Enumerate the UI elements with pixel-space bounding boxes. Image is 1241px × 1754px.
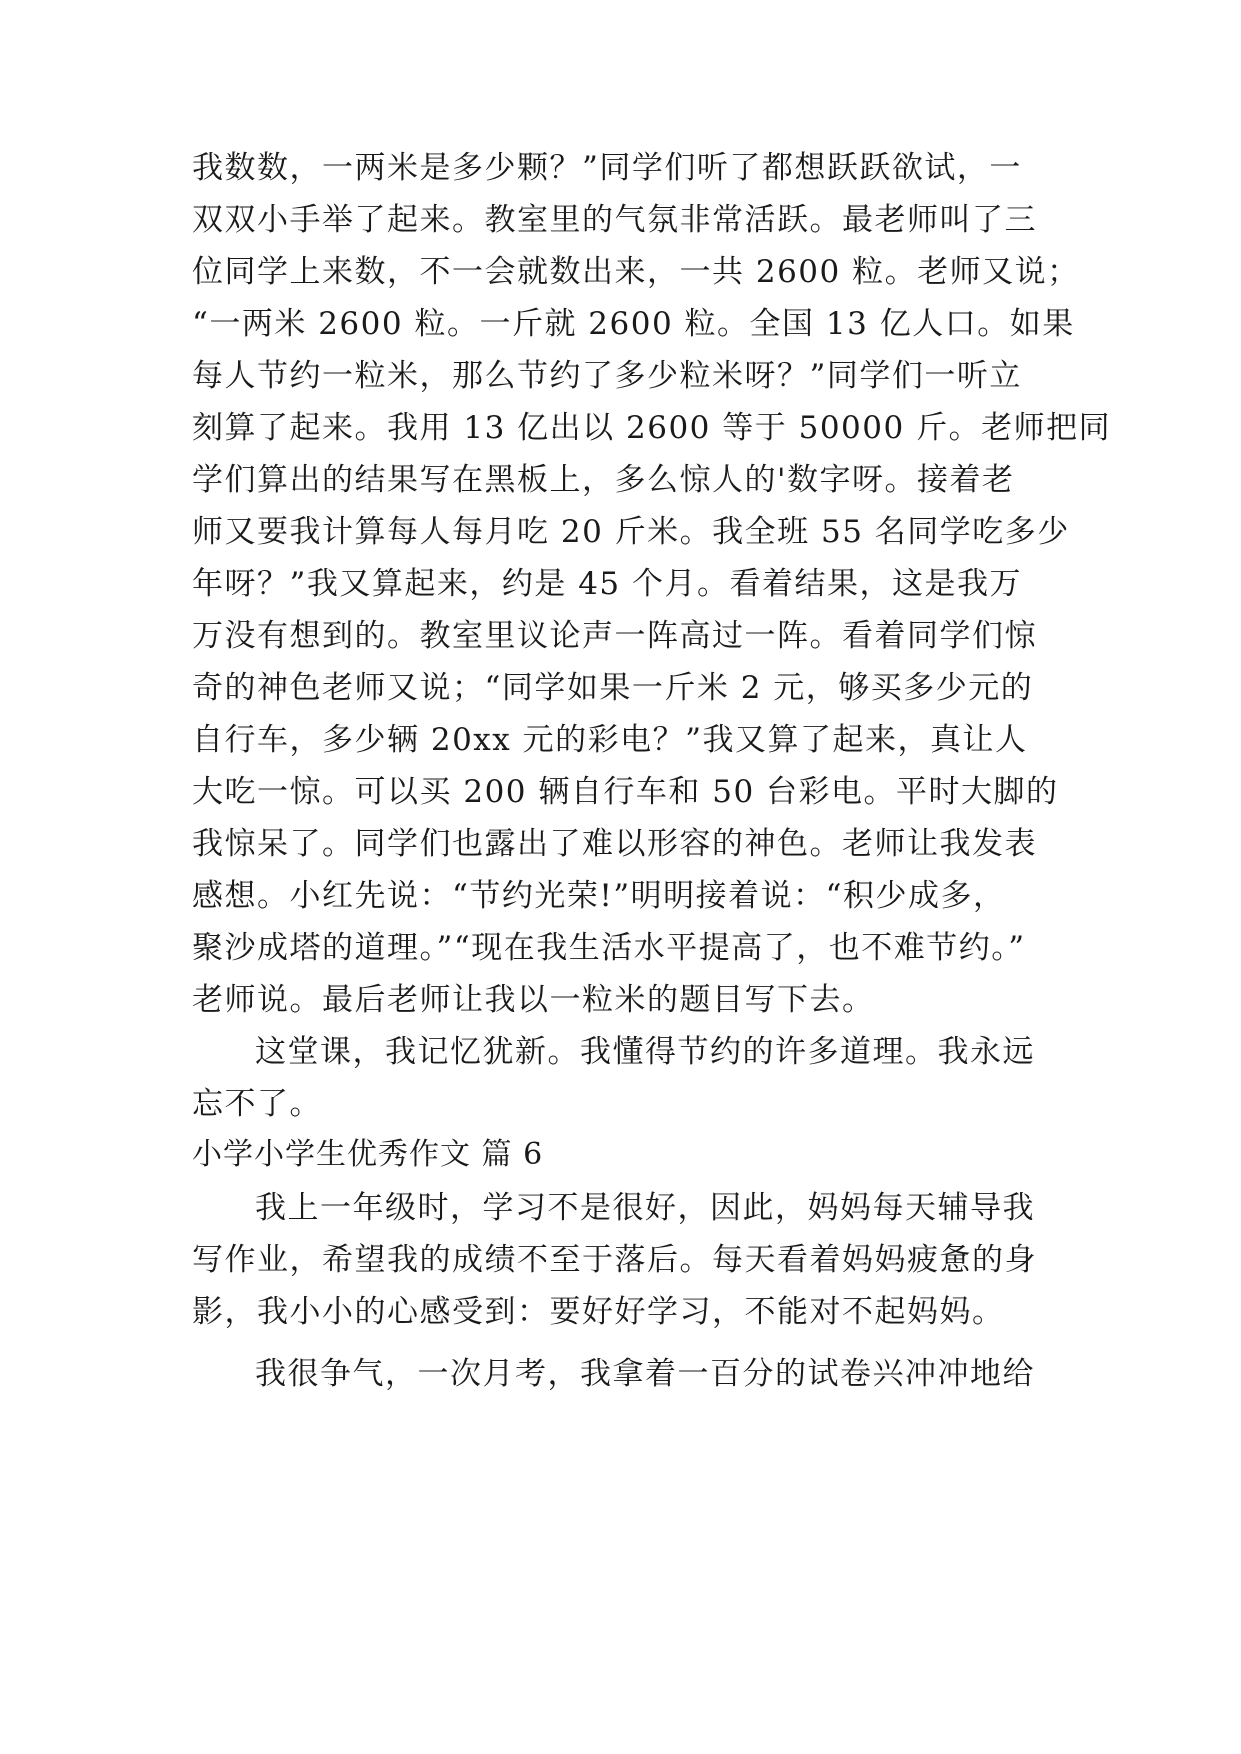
text-line: 学们算出的结果写在黑板上，多么惊人的'数字呀。接着老 <box>192 462 1015 498</box>
text-line: 大吃一惊。可以买 200 辆自行车和 50 台彩电。平时大脚的 <box>192 774 1059 810</box>
text-line: 老师说。最后老师让我以一粒米的题目写下去。 <box>192 982 875 1018</box>
text-line: 年呀？”我又算起来，约是 45 个月。看着结果，这是我万 <box>192 566 1022 602</box>
text-line: 我惊呆了。同学们也露出了难以形容的神色。老师让我发表 <box>192 826 1037 862</box>
text-line: 万没有想到的。教室里议论声一阵高过一阵。看着同学们惊 <box>192 618 1037 654</box>
text-line: “一两米 2600 粒。一斤就 2600 粒。全国 13 亿人口。如果 <box>192 306 1075 342</box>
text-line: 聚沙成塔的道理。”“现在我生活水平提高了，也不难节约。” <box>192 930 1026 966</box>
text-line: 我数数，一两米是多少颗？”同学们听了都想跃跃欲试，一 <box>192 150 1022 186</box>
text-line: 忘不了。 <box>192 1086 322 1122</box>
section-heading: 小学小学生优秀作文 篇 6 <box>192 1137 544 1172</box>
text-line: 感想。小红先说：“节约光荣!”明明接着说：“积少成多， <box>192 878 1006 914</box>
text-line: 奇的神色老师又说；“同学如果一斤米 2 元，够买多少元的 <box>192 670 1034 706</box>
text-line: 刻算了起来。我用 13 亿出以 2600 等于 50000 斤。老师把同 <box>192 410 1112 446</box>
text-line: 位同学上来数，不一会就数出来，一共 2600 粒。老师又说； <box>192 254 1080 290</box>
text-line: 自行车，多少辆 20xx 元的彩电？”我又算了起来，真让人 <box>192 722 1028 758</box>
text-line: 我上一年级时，学习不是很好，因此，妈妈每天辅导我 <box>255 1190 1035 1226</box>
text-line: 我很争气，一次月考，我拿着一百分的试卷兴冲冲地给 <box>255 1356 1035 1392</box>
text-line: 这堂课，我记忆犹新。我懂得节约的许多道理。我永远 <box>255 1034 1035 1070</box>
text-line: 双双小手举了起来。教室里的气氛非常活跃。最老师叫了三 <box>192 202 1037 238</box>
text-line: 写作业，希望我的成绩不至于落后。每天看着妈妈疲惫的身 <box>192 1242 1037 1278</box>
text-line: 影，我小小的心感受到：要好好学习，不能对不起妈妈。 <box>192 1294 1005 1330</box>
text-line: 每人节约一粒米，那么节约了多少粒米呀？”同学们一听立 <box>192 358 1022 394</box>
text-line: 师又要我计算每人每月吃 20 斤米。我全班 55 名同学吃多少 <box>192 514 1070 550</box>
